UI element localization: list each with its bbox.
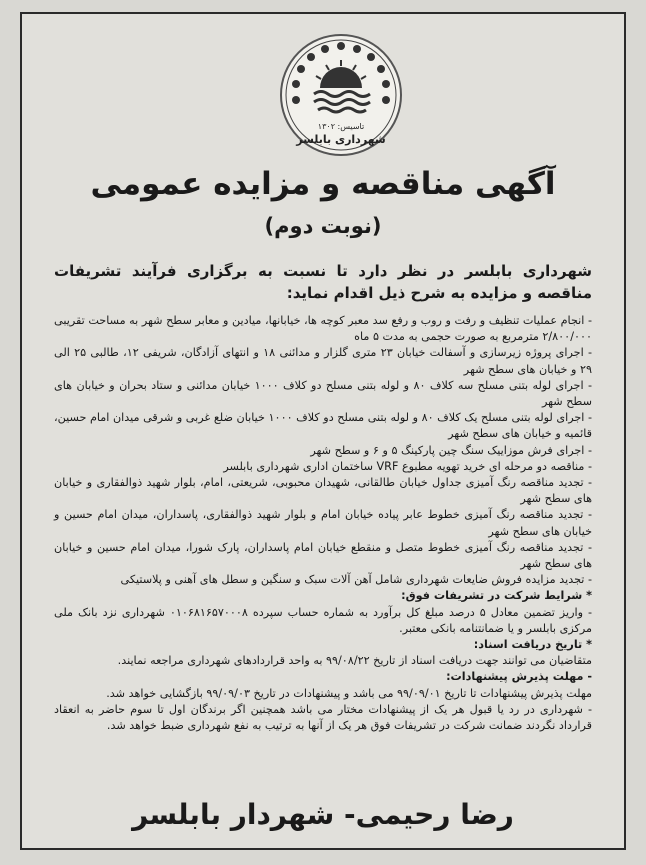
tender-item: - اجرای فرش موزاییک سنگ چین پارکینگ ۵ و ۶ و سطح شهر (310, 443, 592, 457)
logo-year: تاسیس: ۱۳۰۲ (317, 122, 365, 131)
conditions-heading: * شرایط شرکت در تشریفات فوق: (401, 589, 592, 603)
receipt-heading: * تاریخ دریافت اسناد: (473, 638, 592, 652)
tender-item: - تجدید مناقصه رنگ آمیزی جداول خیابان طالقانی، شهیدان محبوبی، شریعتی، امام، بلوار شهید ذوالفقاری و خیابان های سطح شهر (54, 476, 592, 506)
notice-body (54, 313, 592, 734)
receipt-text: متقاضیان می توانند جهت دریافت اسناد از تاریخ ۹۹/۰۸/۲۲ به واحد قراردادهای شهرداری مراجعه نمایند. (117, 654, 592, 668)
mayor-signature: رضا رحیمی- شهردار بابلسر (132, 798, 514, 831)
notice-title: آگهی مناقصه و مزایده عمومی (90, 166, 556, 202)
tender-item: - مناقصه دو مرحله ای خرید تهویه مطبوع VRF ساختمان اداری شهرداری بابلسر (223, 459, 592, 473)
deadline-heading: - مهلت پذیرش پیشنهادات: (446, 670, 592, 684)
notice-round: (نوبت دوم) (264, 214, 382, 238)
tender-item: - تجدید مناقصه رنگ آمیزی خطوط عابر پیاده خیابان امام و بلوار شهید ذوالفقاری، پاسداران، میدان امام حسین و خیابان های سطح شهر (54, 508, 592, 538)
notice-frame (20, 12, 626, 850)
tender-item: - تجدید مناقصه رنگ آمیزی خطوط متصل و منقطع خیابان امام پاسداران، پارک شورا، میدان امام حسین و خیابان های سطح شهر (54, 540, 592, 571)
tender-item: - انجام عملیات تنظیف و رفت و روب و رفع سد معبر کوچه ها، خیابانها، میادین و معابر سطح شهر به مساحت تقریبی ۲/۸۰۰/۰۰۰ مترمربع به صورت حجمی به مدت ۵ ماه (54, 314, 592, 344)
municipality-logo (280, 34, 402, 156)
tender-item: - اجرای لوله بتنی مسلح سه کلاف ۸۰ و لوله بتنی مسلح دو کلاف ۱۰۰۰ خیابان مدائنی و ستاد بحران و خیابان های سطح شهر (54, 378, 592, 409)
deadline-text: مهلت پذیرش پیشنهادات تا تاریخ ۹۹/۰۹/۰۱ می باشد و پیشنهادات در تاریخ ۹۹/۰۹/۰۳ بازگشایی خواهد شد. (106, 686, 592, 700)
logo-org-name: شهرداری بابلسر (296, 133, 386, 146)
tender-item: - اجرای پروژه زیرسازی و آسفالت خیابان ۲۳ متری گلزار و مدائنی ۱۸ و انتهای آزادگان، شریفی ۱۲، طالبی ۲۵ الی ۲۹ و خیابان های سطح شهر (54, 346, 592, 376)
tender-item: - تجدید مزایده فروش ضایعات شهرداری شامل آهن آلات سبک و سنگین و سطل های آهنی و پلاستیکی (120, 573, 592, 587)
final-note: - شهرداری در رد یا قبول هر یک از پیشنهادات مختار می باشد همچنین اگر برندگان اول تا سوم حاضر به انعقاد قرارداد نگردند ضمانت شرکت در تشریفات فوق هر یک از آنها به ترتیب به نفع شهرداری ضبط خواهد شد. (54, 702, 592, 733)
intro-paragraph: شهرداری بابلسر در نظر دارد تا نسبت به برگزاری فرآیند تشریفات مناقصه و مزایده به شرح ذیل اقدام نماید: (54, 262, 592, 302)
tender-item: - اجرای لوله بتنی مسلح یک کلاف ۸۰ و لوله بتنی مسلح دو کلاف ۱۰۰۰ خیابان ضلع غربی و شرقی میدان امام حسین، قائمیه و خیابان های سطح شهر (54, 411, 592, 441)
conditions-text: - واریز تضمین معادل ۵ درصد مبلغ کل برآورد به شماره حساب سپرده ۰۱۰۶۸۱۶۵۷۰۰۰۸ شهرداری نزد بانک ملی مرکزی بابلسر و یا ضمانتنامه بانکی معتبر. (54, 605, 593, 635)
